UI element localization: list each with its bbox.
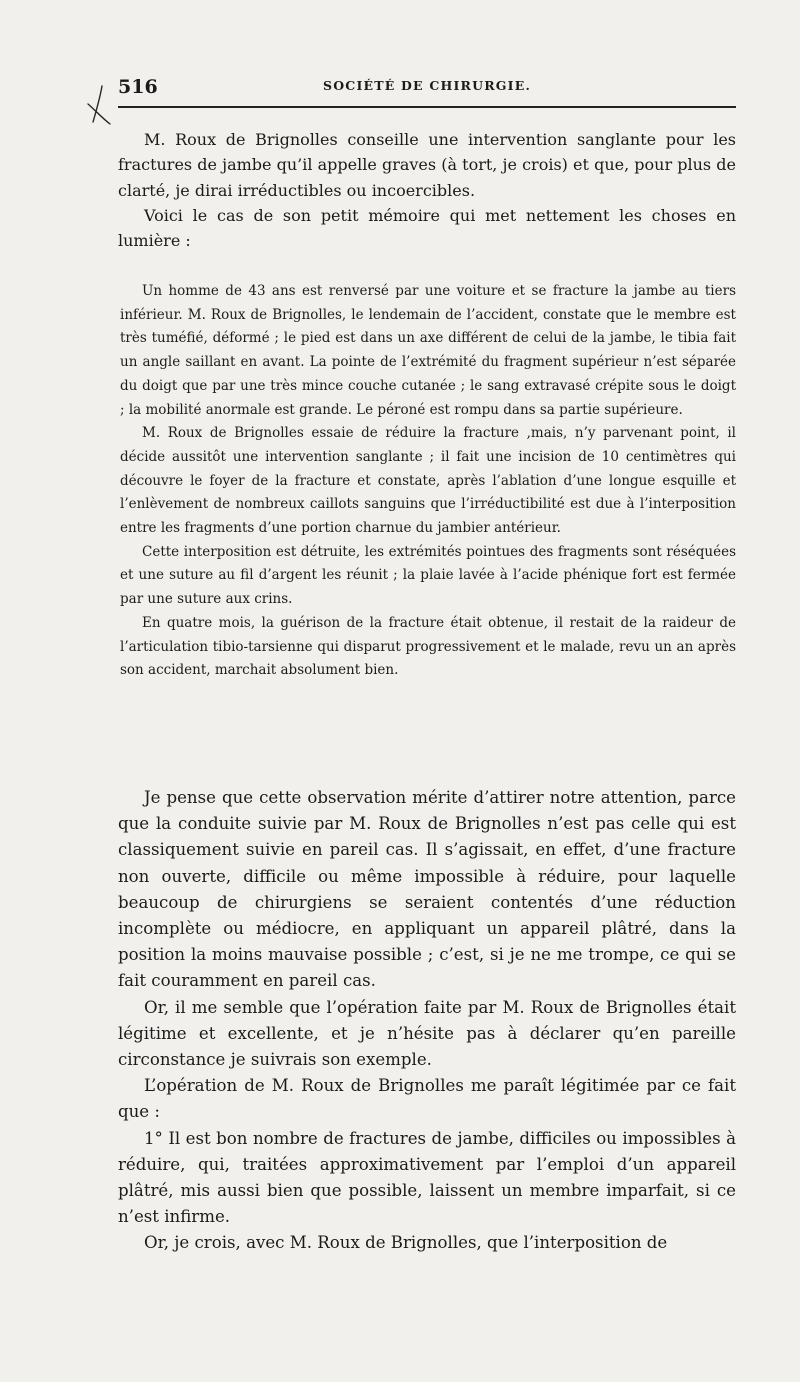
case-paragraph-4: En quatre mois, la guérison de la fracture était obtenue, il restait de la raideur de l’articulation tibio-tarsienne qui disparut progressivement et le malade, revu un an après son accident, marchait absolument bien. xyxy=(120,614,736,679)
commentary-paragraph-3: L’opération de M. Roux de Brignolles me paraît légitimée par ce fait que : xyxy=(118,1076,736,1122)
case-paragraph-3: Cette interposition est détruite, les extrémités pointues des fragments sont réséquées et une suture au fil d’argent les réunit ; la plaie lavée à l’acide phénique fort est fermée par une suture aux crins. xyxy=(120,543,736,608)
case-paragraph-2: M. Roux de Brignolles essaie de réduire la fracture ,mais, n’y parvenant point, il décide aussitôt une intervention sanglante ; il fait une incision de 10 centimètres qui découvre le foyer de la fracture et constate, après l’ablation d’une longue esquille et l’enlèvement de nombreux caillots sanguins que l’irréductibilité est due à l’interposition entre les fragments d’une portion charnue du jambier antérieur. xyxy=(120,425,736,537)
commentary-paragraph-2: Or, il me semble que l’opération faite par M. Roux de Brignolles était légitime et excellente, et je n’hésite pas à déclarer qu’en pareille circonstance je suivrais son exemple. xyxy=(118,997,736,1070)
commentary-paragraph-1: Je pense que cette observation mérite d’attirer notre attention, parce que la conduite suivie par M. Roux de Brignolles n’est pas celle qui est classiquement suivie en pareil cas. Il s’agissait, en effet, d’une fracture non ouverte, difficile ou même impossible à réduire, pour laquelle beaucoup de chirurgiens se seraient contentés d’une réduction incomplète ou médiocre, en appliquant un appareil plâtré, dans la position la moins mauvaise possible ; c’est, si je ne me trompe, ce qui se fait couramment en pareil cas. xyxy=(118,788,736,991)
case-paragraph-1: Un homme de 43 ans est renversé par une voiture et se fracture la jambe au tiers inférieur. M. Roux de Brignolles, le lendemain de l’accident, constate que le membre est très tuméfié, déformé ; le pied est dans un axe différent de celui de la jambe, le tibia fait un angle saillant en avant. La pointe de l’extrémité du fragment supérieur n’est séparée du doigt que par une très mince couche cutanée ; le sang extravasé crépite sous le doigt ; la mobilité anormale est grande. Le péroné est rompu dans sa partie supérieure. xyxy=(120,283,736,418)
commentary-paragraph-4: 1° Il est bon nombre de fractures de jambe, difficiles ou impossibles à réduire, qui, traitées approximativement par l’emploi d’un appareil plâtré, mis aussi bien que possible, laissent un membre imparfait, si ce n’est infirme. xyxy=(118,1128,736,1227)
intro-section xyxy=(118,127,736,253)
case-report xyxy=(120,280,736,683)
handwritten-cross-mark xyxy=(86,84,112,132)
page-number: 516 xyxy=(118,76,158,98)
intro-paragraph-2: Voici le cas de son petit mémoire qui met nettement les choses en lumière : xyxy=(118,205,736,251)
intro-paragraph-1: M. Roux de Brignolles conseille une intervention sanglante pour les fractures de jambe qu’il appelle graves (à tort, je crois) et que, pour plus de clarté, je dirai irréductibles ou incoercibles. xyxy=(118,130,736,200)
page-header xyxy=(118,74,736,100)
commentary-section xyxy=(118,785,736,1257)
running-head: SOCIÉTÉ DE CHIRURGIE. xyxy=(322,78,532,93)
commentary-paragraph-5: Or, je crois, avec M. Roux de Brignolles, que l’interposition de xyxy=(144,1233,668,1253)
header-rule xyxy=(118,106,736,108)
